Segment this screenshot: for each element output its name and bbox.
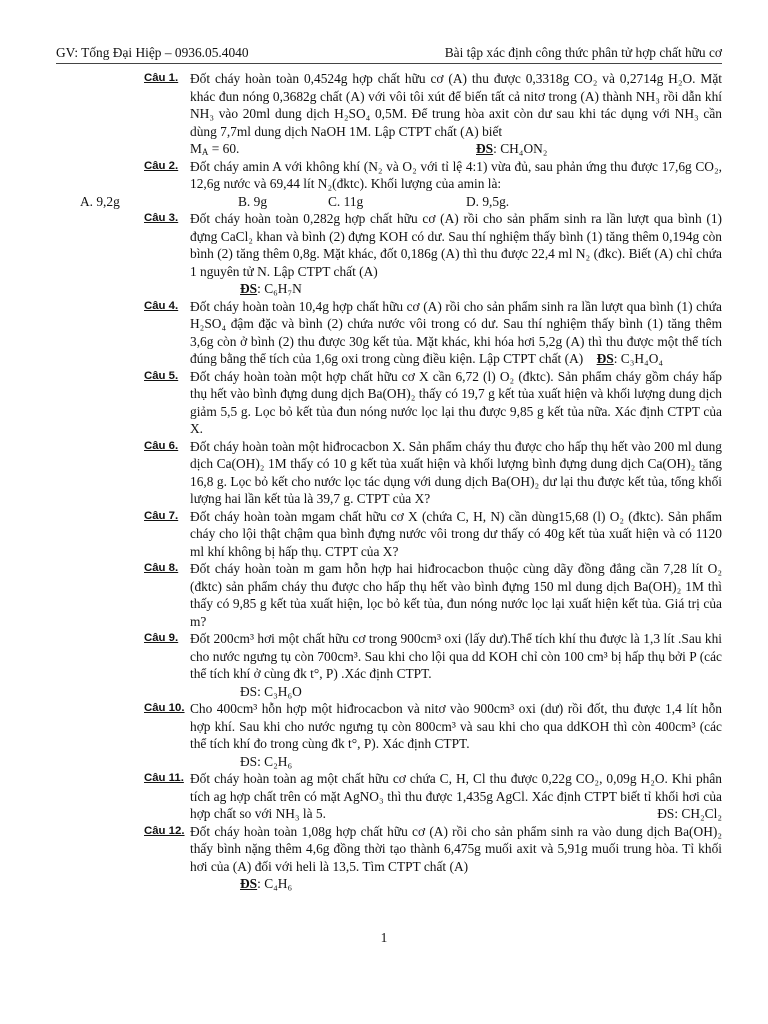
question-2 — [0, 158, 722, 193]
question-number: Câu 7. — [144, 509, 179, 522]
question-list — [0, 70, 768, 893]
answer: ĐS: C₆H₇N — [240, 281, 302, 296]
question-text: Đốt cháy hoàn toàn m gam hỗn hợp hai hiđrocacbon thuộc cùng dãy đồng đẳng cần 7,28 lít O₂ (đktc) sản phẩm cháy thu được cho hấp thụ hết vào bình đựng 150 ml dung dịch Ba(OH)₂ 1M thì thấy có 9,85 g kết tủa xuất hiện, lọc bỏ kết tủa, đun nóng nước lọc lại xuất hiện kết tủa. Giá trị của m? — [190, 561, 722, 629]
answer: ĐS: CH₄ON₂ — [476, 141, 548, 156]
question-number: Câu 4. — [144, 299, 179, 312]
question-3 — [0, 210, 722, 298]
answer-choices — [0, 193, 768, 211]
question-number: Câu 2. — [144, 159, 179, 172]
question-11 — [0, 770, 722, 823]
molar-mass-label: $M_A = 60$. — [190, 141, 240, 157]
question-text: Đốt cháy hoàn toàn ag một chất hữu cơ chứa C, H, Cl thu được 0,22g CO₂, 0,09g H₂O. Khi phân tích ag hợp chất trên có mặt AgNO₃ thì thu được 1,435g AgCl. Xác định CTPT biết tỉ khối hơi của hợp chất so với NH₃ là 5. — [190, 771, 722, 821]
question-12 — [0, 823, 722, 893]
choice-a: A. 9,2g — [80, 193, 120, 209]
choice-d: D. 9,5g. — [466, 193, 510, 209]
question-number: Câu 10. — [144, 702, 185, 714]
page-header — [56, 45, 722, 64]
header-title: Bài tập xác định công thức phân tử hợp chất hữu cơ — [444, 45, 722, 60]
question-text: Đốt cháy hoàn toàn 0,282g hợp chất hữu cơ (A) rồi cho sản phẩm sinh ra lần lượt qua bình (1) đựng CaCl₂ khan và bình (2) đựng KOH có dư. Sau thí nghiệm thấy bình (1) tăng thêm 0,194g còn bình (2) tăng thêm 0,8g. Mặt khác, đốt 0,186g (A) thì thu được 22,4 ml N₂ (đkc). Biết (A) chỉ chứa 1 nguyên tử N. Lập CTPT chất (A) — [190, 211, 722, 279]
question-number: Câu 1. — [144, 72, 179, 84]
question-number: Câu 8. — [144, 562, 179, 574]
answer: ĐS: C₃H₆O — [240, 683, 302, 699]
question-7 — [0, 508, 722, 561]
question-text: Đốt cháy hoàn toàn một hợp chất hữu cơ X cần 6,72 (l) O₂ (đktc). Sản phẩm cháy gồm cháy hấp thụ hết vào bình đựng dung dịch Ba(OH)₂ thấy có 19,7 g kết tủa xuất hiện và khối lượng dung dịch giảm 5,5 g. Lọc bỏ kết tủa đun nóng nước lọc lại thu được 9,85 g kết tủa nữa. Xác định CTPT của X. — [190, 368, 722, 436]
answer: ĐS: C₄H₆ — [240, 876, 293, 891]
question-8 — [0, 560, 722, 630]
question-text: Đốt 200cm³ hơi một chất hữu cơ trong 900cm³ oxi (lấy dư).Thể tích khí thu được là 1,3 lít .Sau khi cho nước ngưng tụ còn 700cm³. Sau khi cho lội qua dd KOH chỉ còn 100 cm³ bị hấp thụ bởi P (các thể tích khí ở cùng đk t°, P) .Xác định CTPT. — [190, 631, 722, 681]
question-text: Đốt cháy hoàn toàn mgam chất hữu cơ X (chứa C, H, N) cần dùng15,68 (l) O₂ (đktc). Sản phẩm cháy cho lội thật chậm qua bình đựng nước vôi trong dư thấy có 40g kết tủa xuất hiện và có 1120 ml khí không bị hấp thụ. CTPT của X? — [190, 508, 722, 559]
answer: ĐS: C₃H₄O₄ — [596, 351, 664, 366]
question-10 — [0, 700, 722, 770]
question-number: Câu 12. — [144, 824, 185, 837]
question-text: Đốt cháy hoàn toàn một hiđrocacbon X. Sản phẩm cháy thu được cho hấp thụ hết vào 200 ml dung dịch Ca(OH)₂ 1M thấy có 10 g kết tủa xuất hiện và khối lượng bình đựng dung dịch Ca(OH)₂ tăng 16,8 g. Lọc bỏ kết cho nước lọc tác dụng với dung dịch Ba(OH)₂ dư lại thu được kết tủa, tổng khối lượng hai lần kết tủa là 39,7 g. CTPT của X? — [190, 438, 722, 506]
answer: ĐS: CH₂Cl₂ — [657, 806, 722, 821]
question-text: Đốt cháy hoàn toàn 1,08g hợp chất hữu cơ (A) rồi cho sản phẩm sinh ra vào dung dịch Ba(OH)₂ thấy bình nặng thêm 4,6g đồng thời tạo thành 6,475g muối axit và 5,91g muối trung hòa. Tỉ khối hơi của (A) đối với heli là 13,5. Tìm CTPT chất (A) — [190, 823, 722, 874]
question-1 — [0, 70, 722, 158]
question-9 — [0, 630, 722, 700]
question-number: Câu 5. — [144, 369, 179, 382]
question-text: Cho 400cm³ hỗn hợp một hiđrocacbon và nitơ vào 900cm³ oxi (dư) rồi đốt, thu được 1,4 lít hỗn hợp khí. Sau khi cho nước ngưng tụ còn 800cm³ và sau khi cho qua ddKOH thì còn 400cm³ (các thể tích khí đo trong cùng đk t°, P). Xác định CTPT. — [190, 701, 722, 751]
page-number: 1 — [380, 930, 388, 945]
answer: ĐS: C₂H₆ — [240, 753, 293, 769]
question-number: Câu 3. — [144, 212, 179, 224]
question-text: Đốt cháy hoàn toàn 0,4524g hợp chất hữu cơ (A) thu được 0,3318g CO₂ và 0,2714g H₂O. Mặt khác đun nóng 0,3682g chất (A) với vôi tôi xút để biến tất cả nitơ trong (A) thành NH₃ rồi dẫn khí NH₃ vào 20ml dung dịch H₂SO₄ 0,5M. Để trung hòa axit còn dư sau khi tác dụng với NH₃ cần dùng 7,7ml dung dịch NaOH 1M. Lập CTPT chất (A) biết — [190, 71, 722, 139]
question-number: Câu 11. — [144, 772, 184, 784]
choice-b: B. 9g — [238, 193, 268, 209]
question-number: Câu 9. — [144, 632, 179, 644]
question-number: Câu 6. — [144, 439, 179, 452]
question-text: Đốt cháy hoàn toàn 10,4g hợp chất hữu cơ (A) rồi cho sản phẩm sinh ra lần lượt qua bình (1) chứa H₂SO₄ đậm đặc và bình (2) chứa nước vôi trong có dư. Sau thí nghiệm thấy bình (1) tăng thêm 3,6g còn ở bình (2) thu được 30g kết tủa. Mặt khác, khi hóa hơi 5,2g (A) thì thu được một thể tích đúng bằng thể tích của 1,6g oxi trong cùng điều kiện. Lập CTPT chất (A) — [190, 298, 722, 366]
question-text: Đốt cháy amin A với không khí (N₂ và O₂ với tỉ lệ 4:1) vừa đủ, sau phản ứng thu được 17,6g CO₂, 12,6g nước và 69,44 lít N₂(đktc). Khối lượng của amin là: — [190, 158, 722, 191]
question-5 — [0, 368, 722, 438]
choice-c: C. 11g — [328, 193, 364, 209]
question-4 — [0, 298, 722, 368]
question-6 — [0, 438, 722, 508]
header-teacher: GV: Tống Đại Hiệp – 0936.05.4040 — [56, 45, 249, 60]
